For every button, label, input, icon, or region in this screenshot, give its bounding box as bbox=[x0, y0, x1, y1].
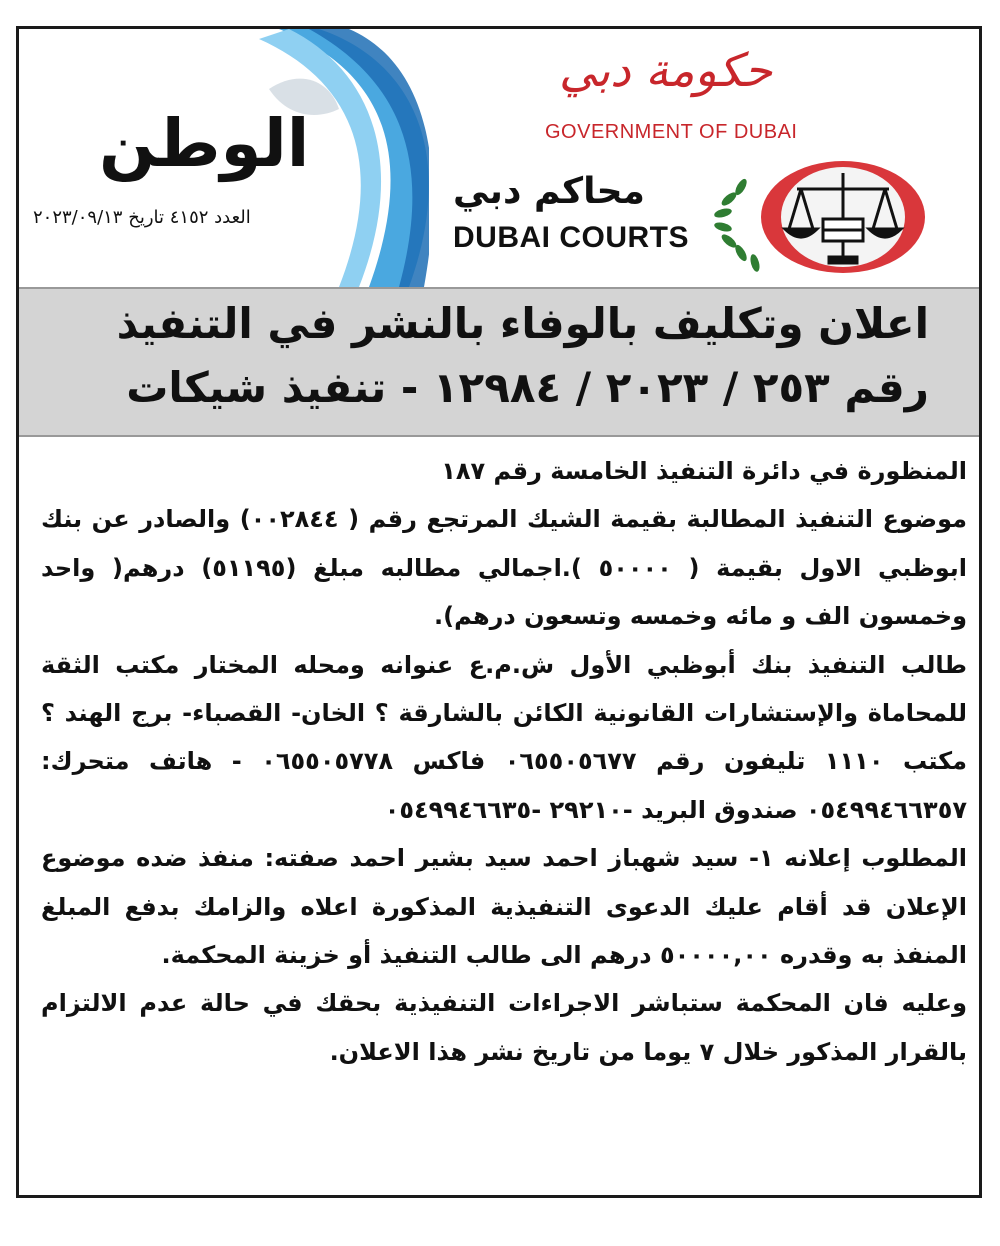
header bbox=[19, 29, 979, 287]
notice-frame bbox=[16, 26, 982, 1198]
body-paragraph: المنظورة في دائرة التنفيذ الخامسة رقم ١٨٧ bbox=[441, 457, 967, 485]
government-english-label: GOVERNMENT OF DUBAI bbox=[545, 121, 798, 143]
courts-english-label: DUBAI COURTS bbox=[453, 221, 689, 254]
newspaper-name: الوطن bbox=[99, 105, 310, 182]
notice-title: اعلان وتكليف بالوفاء بالنشر في التنفيذ bbox=[116, 299, 929, 348]
dubai-courts-emblem bbox=[711, 159, 927, 277]
body-paragraph: طالب التنفيذ بنك أبوظبي الأول ش.م.ع عنوانه ومحله المختار مكتب الثقة للمحاماة والإستشارات القانونية الكائن بالشارقة ؟ الخان- القصباء- برج الهند ؟ مكتب ١١١٠ تليفون رقم ٠٦٥٥٠٥٦٧٧ فاكس ٠٦٥٥٠٥٧٧٨ - هاتف متحرك: ٠٥٤٩٩٤٦٦٣٥٧ صندوق البريد -٢٩٢١٠ -٠٥٤٩٩٤٦٦٣٥ bbox=[41, 650, 968, 824]
laurel-wreath-icon bbox=[713, 177, 761, 273]
body-paragraph: وعليه فان المحكمة ستباشر الاجراءات التنفيذية بحقك في حالة عدم الالتزام بالقرار المذكور خلال ٧ يوما من تاريخ نشر هذا الاعلان. bbox=[41, 989, 967, 1066]
body-paragraph: المطلوب إعلانه ١- سيد شهباز احمد سيد بشير احمد صفته: منفذ ضده موضوع الإعلان قد أقام عليك الدعوى التنفيذية المذكورة اعلاه والزامك بدفع المبلغ المنفذ به وقدره ٥٠٠٠٠,٠٠ درهم الى طالب التنفيذ أو خزينة المحكمة. bbox=[41, 844, 967, 970]
government-arabic-logo: حكومة دبي bbox=[559, 43, 773, 97]
courts-arabic-label: محاكم دبي bbox=[453, 171, 645, 212]
title-band bbox=[19, 287, 979, 437]
notice-body bbox=[41, 447, 967, 1076]
case-number: رقم ٢٥٣ / ٢٠٢٣ / ١٢٩٨٤ - تنفيذ شيكات bbox=[126, 363, 929, 412]
issue-date-line: العدد ٤١٥٢ تاريخ ٢٠٢٣/٠٩/١٣ bbox=[33, 207, 251, 228]
body-paragraph: موضوع التنفيذ المطالبة بقيمة الشيك المرتجع رقم ( ٠٠٢٨٤٤) والصادر عن بنك ابوظبي الاول بقيمة ( ٥٠٠٠٠ ).اجمالي مطالبه مبلغ (٥١١٩٥) درهم( واحد وخمسون الف و مائه وخمسه وتسعون درهم). bbox=[41, 505, 968, 631]
